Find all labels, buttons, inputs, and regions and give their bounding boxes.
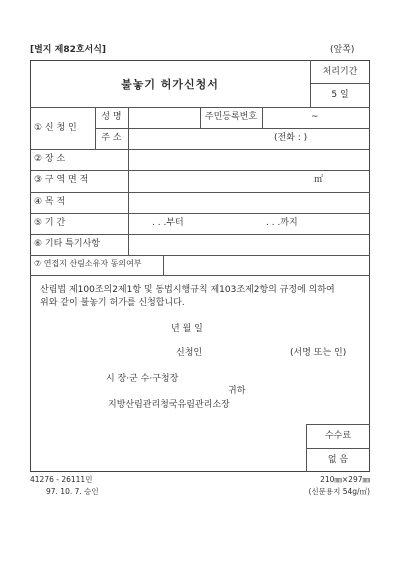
resident-number-separator: ~ — [311, 112, 319, 122]
form-title: 불놓기 허가신청서 — [121, 78, 219, 91]
rule — [30, 275, 370, 276]
processing-divider — [310, 83, 370, 84]
rule — [95, 128, 370, 129]
period-label: ⑤ 기 간 — [34, 218, 66, 228]
rule — [30, 213, 370, 214]
owner-consent-label: ⑦ 연접지 산림소유자 동의여부 — [34, 259, 142, 268]
period-to: . . .까지 — [266, 218, 298, 228]
rule — [262, 107, 263, 128]
signature-note: (서명 또는 인) — [290, 348, 347, 358]
phone-field: (전화 : ) — [274, 133, 308, 143]
purpose-label: ④ 목 적 — [34, 197, 66, 207]
area-unit: ㎡ — [314, 175, 324, 185]
statement-line-2: 위와 같이 불놓기 허가를 신청합니다. — [40, 298, 185, 308]
rule — [30, 234, 370, 235]
rule — [163, 255, 164, 275]
statement-line-1: 산림법 제100조의2제1항 및 동법시행규칙 제103조제2항의 규정에 의하여 — [40, 285, 335, 295]
special-notes-label: ⑥ 기타 특기사항 — [34, 239, 100, 249]
form-code: 41276 - 26111민 — [30, 475, 93, 484]
paper-type: (신문용지 54g/㎡) — [308, 487, 370, 496]
address-label: 주 소 — [101, 133, 122, 143]
rule — [30, 149, 370, 150]
resident-number-label: 주민등록번호 — [204, 112, 258, 122]
approval-date: 97. 10. 7. 승인 — [46, 487, 99, 496]
page-side-label: (앞쪽) — [330, 45, 355, 55]
recipient-line-2: 지방산림관리청국유림관리소장 — [108, 400, 230, 410]
period-from: . . .부터 — [152, 218, 184, 228]
place-label: ② 장 소 — [34, 154, 66, 164]
date-line: 년 월 일 — [171, 324, 203, 334]
rule — [30, 255, 370, 256]
form-number: [별지 제82호서식] — [30, 45, 107, 55]
rule — [30, 170, 370, 171]
rule — [306, 424, 370, 425]
fee-label: 수수료 — [324, 431, 352, 441]
rule — [30, 192, 370, 193]
fee-value: 없 음 — [327, 455, 349, 465]
area-label: ③ 구 역 면 적 — [34, 175, 89, 185]
applicant-label: ① 신 청 인 — [34, 123, 77, 133]
signature-label: 신청인 — [176, 348, 203, 358]
name-label: 성 명 — [101, 112, 122, 122]
recipient-line-1: 시 장·군 수·구청장 — [106, 374, 179, 384]
recipient-honorific: 귀하 — [228, 386, 246, 396]
rule — [306, 448, 370, 449]
processing-period-label: 처리기간 — [322, 67, 358, 77]
processing-period-value: 5 일 — [331, 90, 349, 100]
rule — [128, 107, 129, 255]
paper-size: 210㎜×297㎜ — [320, 475, 370, 484]
